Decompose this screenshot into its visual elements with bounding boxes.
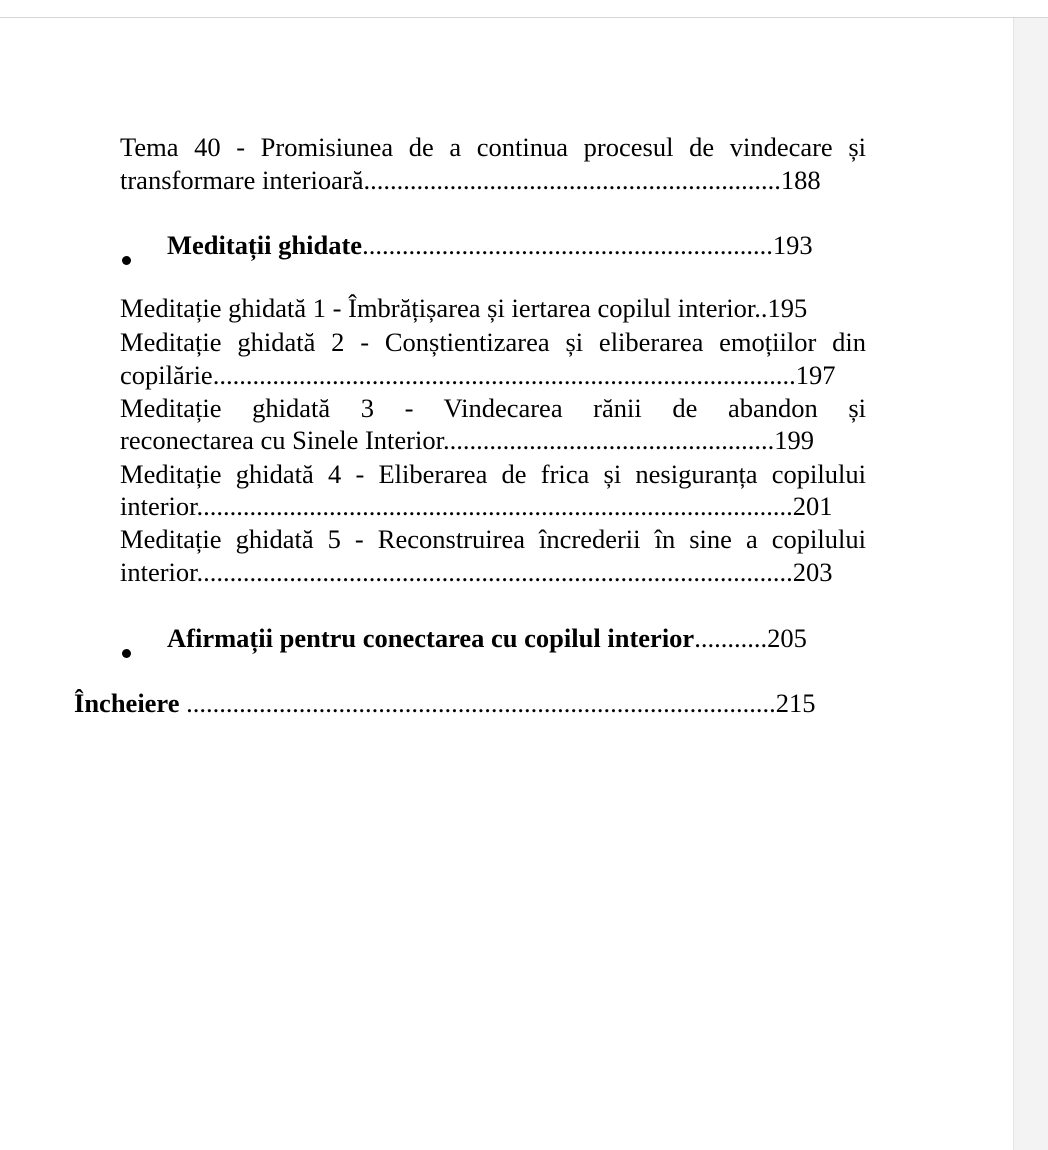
toc-entry-meditatie-4-line-1[interactable]: Meditație ghidată 4 - Eliberarea de frica și nesiguranța copilului (120, 459, 866, 489)
toc-entry-incheiere-leader: .........................................................................................215 (179, 688, 816, 718)
document-page (0, 18, 1013, 1150)
scrollbar-gutter[interactable] (1013, 18, 1048, 1150)
toc-entry-meditatie-1[interactable]: Meditație ghidată 1 - Îmbrățișarea și iertarea copilul interior..195 (120, 293, 808, 323)
toc-section-meditatii-title: Meditații ghidate (167, 230, 363, 260)
toc-section-afirmatii-title: Afirmații pentru conectarea cu copilul interior (167, 623, 695, 653)
toc-section-afirmatii[interactable] (167, 622, 867, 655)
toc-entry-meditatie-2-line-2[interactable]: copilărie........................................................................................197 (120, 360, 836, 390)
toc-entry-meditatie-4-line-2[interactable]: interior..........................................................................................201 (120, 491, 833, 521)
bullet-icon (122, 256, 131, 265)
toc-entry-tema-40-line-2[interactable]: transformare interioară...............................................................188 (120, 165, 821, 195)
toc-section-meditatii[interactable] (167, 229, 867, 262)
top-border (0, 0, 1048, 18)
toc-entry-meditatie-5-line-2[interactable]: interior..........................................................................................203 (120, 557, 833, 587)
toc-entry-meditatie-3-line-1[interactable]: Meditație ghidată 3 - Vindecarea rănii de abandon și (120, 393, 866, 423)
toc-entry-incheiere[interactable] (74, 687, 866, 720)
toc-entry-incheiere-title: Încheiere (74, 688, 180, 718)
toc-entry-meditatie-2-line-1[interactable]: Meditație ghidată 2 - Conștientizarea și eliberarea emoțiilor din (120, 327, 866, 357)
toc-section-afirmatii-leader: ...........205 (694, 623, 807, 653)
bullet-icon (122, 649, 131, 658)
toc-entry-meditatie-5-line-1[interactable]: Meditație ghidată 5 - Reconstruirea încrederii în sine a copilului (120, 524, 866, 554)
toc-entry-meditatie-3-line-2[interactable]: reconectarea cu Sinele Interior..................................................199 (120, 425, 814, 455)
toc-entry-tema-40-line-1[interactable]: Tema 40 - Promisiunea de a continua procesul de vindecare și (120, 132, 866, 162)
toc-section-meditatii-leader: ..............................................................193 (362, 230, 813, 260)
